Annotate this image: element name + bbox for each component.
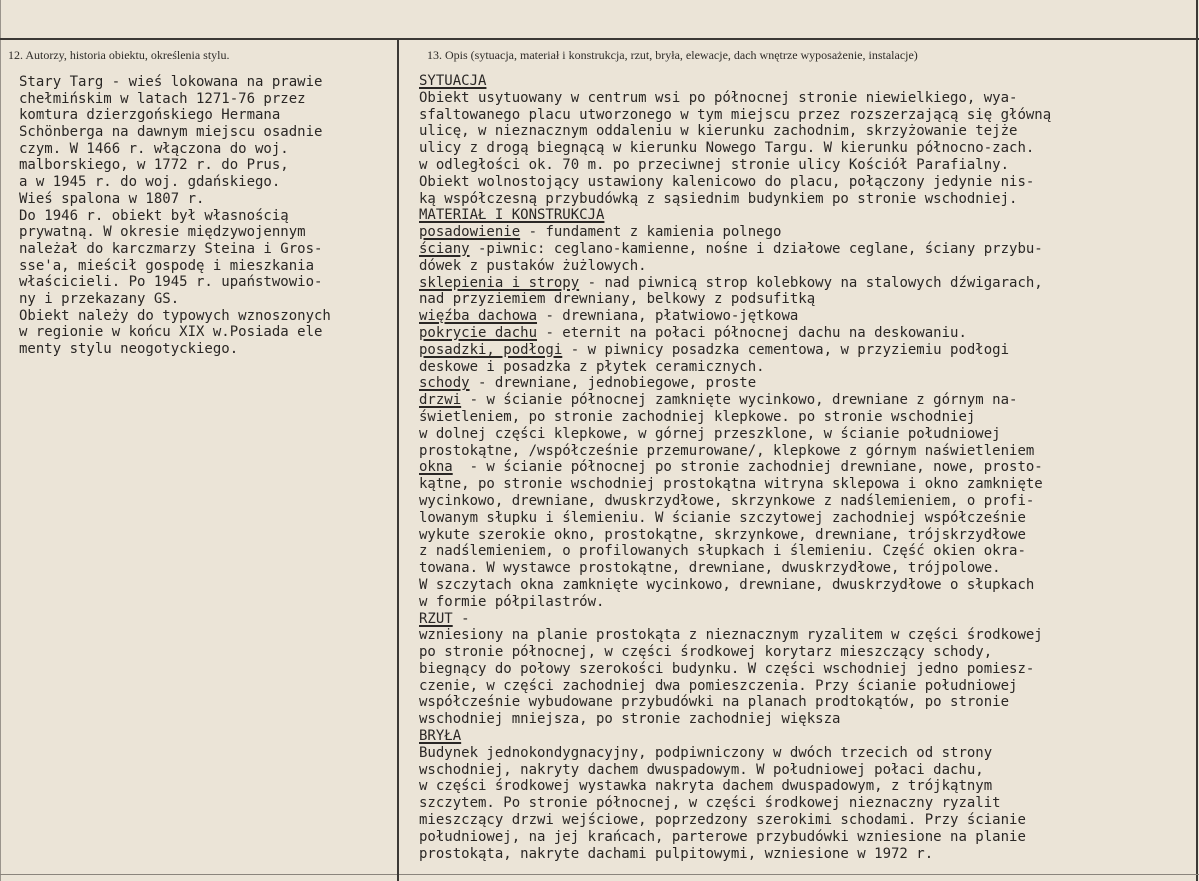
underlined-keyword: RZUT — [419, 610, 453, 627]
history-text-line: ny i przekazany GS. — [19, 290, 180, 307]
description-text-line — [419, 762, 1189, 779]
history-text-line: a w 1945 r. do woj. gdańskiego. — [19, 174, 281, 191]
underlined-keyword: pokrycie dachu — [419, 324, 538, 341]
history-text-column — [19, 74, 391, 358]
description-text-line — [419, 846, 1189, 863]
description-text-line — [419, 241, 1189, 258]
line-text: kątne, po stronie wschodniej prostokątna witryna sklepowa i okno zamknięte — [419, 476, 1043, 493]
description-text-line — [419, 611, 1189, 628]
underlined-keyword: posadowienie — [419, 224, 521, 241]
line-text: mieszczący drzwi wejściowe, poprzedzony szerokimi schodami. Przy ścianie — [419, 812, 1026, 829]
underlined-keyword: posadzki, podłogi — [419, 341, 563, 358]
description-text-line — [419, 308, 1189, 325]
description-text-line — [419, 174, 1189, 191]
underlined-keyword: MATERIAŁ I KONSTRUKCJA — [419, 207, 605, 224]
line-text: - drewniane, jednobiegowe, proste — [469, 375, 757, 392]
description-text-line — [419, 493, 1189, 510]
description-text-line — [419, 510, 1189, 527]
description-text-line — [419, 325, 1189, 342]
line-text: w części środkowej wystawka nakryta dachem dwuspadowym, z trójkątnym — [419, 778, 993, 795]
line-text: współcześnie wybudowane przybudówki na planach prodtokątów, po stronie — [419, 694, 1010, 711]
description-text-line — [419, 359, 1189, 376]
line-text: południowej, na jej krańcach, parterowe przybudówki wzniesione na planie — [419, 828, 1026, 845]
history-text-line: sse'a, mieścił gospodę i mieszkania — [19, 257, 315, 274]
line-text: wschodniej, nakryty dachem dwuspadowym. W południowej połaci dachu, — [419, 761, 984, 778]
description-text-line — [419, 140, 1189, 157]
line-text: Obiekt wolnostojący ustawiony kalenicowo do placu, połączony jedynie nis- — [419, 173, 1035, 190]
line-text: wykute szerokie okno, prostokątne, skrzynkowe, drewniane, trójskrzydłowe — [419, 526, 1026, 543]
line-text: wycinkowo, drewniane, dwuskrzydłowe, skrzynkowe z nadślemieniem, o profi- — [419, 492, 1035, 509]
underlined-keyword: sklepienia i stropy — [419, 274, 580, 291]
page-border-bottom — [0, 874, 1199, 875]
description-text-line — [419, 291, 1189, 308]
section-12-header: 12. Autorzy, historia obiektu, określenia stylu. — [8, 48, 230, 62]
description-text-line — [419, 728, 1189, 745]
line-text: szczytem. Po stronie północnej, w części środkowej nieznaczny ryzalit — [419, 795, 1001, 812]
description-text-line — [419, 375, 1189, 392]
line-text: w formie półpilastrów. — [419, 593, 605, 610]
line-text: - fundament z kamienia polnego — [520, 224, 782, 241]
underlined-keyword: więźba dachowa — [419, 308, 538, 325]
line-text: - drewniana, płatwiowo-jętkowa — [537, 308, 799, 325]
history-text-line: należał do karczmarzy Steina i Gros- — [19, 240, 323, 257]
line-text: po stronie północnej, w części środkowej korytarz mieszczący schody, — [419, 644, 993, 661]
history-text-line: w regionie w końcu XIX w.Posiada ele — [19, 324, 323, 341]
description-text-line — [419, 392, 1189, 409]
description-text-line — [419, 191, 1189, 208]
history-text-line: czym. W 1466 r. włączona do woj. — [19, 140, 289, 157]
line-text: w dolnej części klepkowe, w górnej przeszklone, w ścianie południowej — [419, 425, 1001, 442]
description-text-line — [419, 577, 1189, 594]
line-text: lowanym słupku i ślemieniu. W ścianie szczytowej zachodniej współcześnie — [419, 509, 1026, 526]
description-text-line — [419, 527, 1189, 544]
line-text: - nad piwnicą strop kolebkowy na stalowych dźwigarach, — [579, 274, 1043, 291]
history-text-line: Stary Targ - wieś lokowana na prawie — [19, 74, 323, 90]
description-text-line — [419, 123, 1189, 140]
history-text-line: malborskiego, w 1772 r. do Prus, — [19, 157, 289, 174]
description-text-line — [419, 207, 1189, 224]
line-text: wzniesiony na planie prostokąta z nieznacznym ryzalitem w części środkowej — [419, 627, 1043, 644]
underlined-keyword: okna — [419, 459, 453, 476]
description-text-line — [419, 812, 1189, 829]
description-text-line — [419, 594, 1189, 611]
column-divider — [397, 38, 399, 881]
underlined-keyword: BRYŁA — [419, 728, 462, 745]
line-text: ulicę, w nieznacznym oddaleniu w kierunku zachodnim, skrzyżowanie tejże — [419, 123, 1018, 140]
line-text: dówek z pustaków żużlowych. — [419, 257, 647, 274]
history-text-line: chełmińskim w latach 1271-76 przez — [19, 90, 306, 107]
history-text-line: właścicieli. Po 1945 r. upaństwowio- — [19, 274, 323, 291]
description-text-line — [419, 778, 1189, 795]
description-text-line — [419, 627, 1189, 644]
history-text-line: komtura dzierzgońskiego Hermana — [19, 107, 281, 124]
line-text: W szczytach okna zamknięte wycinkowo, drewniane, dwuskrzydłowe o słupkach — [419, 576, 1035, 593]
description-text-line — [419, 459, 1189, 476]
line-text: biegnący do połowy szerokości budynku. W części wschodniej jedno pomiesz- — [419, 660, 1035, 677]
line-text: - w piwnicy posadzka cementowa, w przyziemiu podłogi — [562, 341, 1010, 358]
line-text: towana. W wystawce prostokątne, drewniane, dwuskrzydłowe, trójpolowe. — [419, 560, 1001, 577]
line-text: prostokątne, /współcześnie przemurowane/, klepkowe z górnym naświetleniem — [419, 442, 1035, 459]
history-text-line: Obiekt należy do typowych wznoszonych — [19, 307, 331, 324]
description-text-line — [419, 560, 1189, 577]
underlined-keyword: schody — [419, 375, 470, 392]
description-text-line — [419, 90, 1189, 107]
description-text-line — [419, 107, 1189, 124]
section-13-header: 13. Opis (sytuacja, materiał i konstrukcja, rzut, bryła, elewacje, dach wnętrze wyposażenie, instalacje) — [427, 48, 918, 62]
line-text: Obiekt usytuowany w centrum wsi po północnej stronie niewielkiego, wya- — [419, 89, 1018, 106]
line-text: sfaltowanego placu utworzonego w tym miejscu przez rozszerzającą się główną — [419, 106, 1052, 123]
page-border-right — [1196, 0, 1198, 881]
history-text-line: prywatną. W okresie międzywojennym — [19, 224, 306, 241]
line-text: świetleniem, po stronie zachodniej klepkowe. po stronie wschodniej — [419, 408, 976, 425]
description-text-line — [419, 73, 1189, 90]
description-text-line — [419, 694, 1189, 711]
description-text-line — [419, 795, 1189, 812]
line-text: prostokąta, nakryte dachami pulpitowymi, wzniesione w 1972 r. — [419, 845, 934, 862]
history-text-line: menty stylu neogotyckiego. — [19, 341, 239, 357]
description-text-line — [419, 711, 1189, 728]
line-text: - w ścianie północnej po stronie zachodniej drewniane, nowe, prosto- — [452, 459, 1043, 476]
line-text: - — [452, 610, 470, 627]
line-text: Budynek jednokondygnacyjny, podpiwniczony w dwóch trzecich od strony — [419, 744, 993, 761]
description-text-column — [419, 73, 1189, 862]
description-text-line — [419, 258, 1189, 275]
description-text-line — [419, 157, 1189, 174]
description-text-line — [419, 342, 1189, 359]
description-text-line — [419, 644, 1189, 661]
line-text: deskowe i posadzka z płytek ceramicznych. — [419, 358, 765, 375]
history-text-line: Schönberga na dawnym miejscu osadnie — [19, 124, 323, 141]
description-text-line — [419, 275, 1189, 292]
underlined-keyword: drzwi — [419, 392, 462, 409]
description-text-line — [419, 745, 1189, 762]
description-text-line — [419, 829, 1189, 846]
line-text: - w ścianie północnej zamknięte wycinkowo, drewniane z górnym na- — [461, 392, 1018, 409]
line-text: czenie, w części zachodniej dwa pomieszczenia. Przy ścianie południowej — [419, 677, 1018, 694]
history-text-line: Do 1946 r. obiekt był własnością — [19, 207, 289, 224]
line-text: wschodniej mniejsza, po stronie zachodniej większa — [419, 711, 841, 728]
description-text-line — [419, 426, 1189, 443]
line-text: w odległości ok. 70 m. po przeciwnej stronie ulicy Kościół Parafialny. — [419, 156, 1010, 173]
line-text: - eternit na połaci północnej dachu na deskowaniu. — [537, 324, 967, 341]
table-top-rule — [0, 38, 1199, 40]
description-text-line — [419, 443, 1189, 460]
page-border-left — [0, 0, 1, 881]
description-text-line — [419, 678, 1189, 695]
line-text: ką współczesną przybudówką z sąsiednim budynkiem po stronie wschodniej. — [419, 190, 1018, 207]
line-text: z nadślemieniem, o profilowanych słupkach i ślemieniu. Część okien okra- — [419, 543, 1026, 560]
description-text-line — [419, 409, 1189, 426]
underlined-keyword: ściany — [419, 240, 470, 257]
line-text: -piwnic: ceglano-kamienne, nośne i działowe ceglane, ściany przybu- — [469, 240, 1043, 257]
description-text-line — [419, 476, 1189, 493]
description-text-line — [419, 224, 1189, 241]
underlined-keyword: SYTUACJA — [419, 73, 487, 89]
line-text: ulicy z drogą biegnącą w kierunku Nowego Targu. W kierunku północno-zach. — [419, 140, 1035, 157]
line-text: nad przyziemiem drewniany, belkowy z podsufitką — [419, 291, 816, 308]
description-text-line — [419, 543, 1189, 560]
description-text-line — [419, 661, 1189, 678]
history-text-line: Wieś spalona w 1807 r. — [19, 190, 205, 207]
